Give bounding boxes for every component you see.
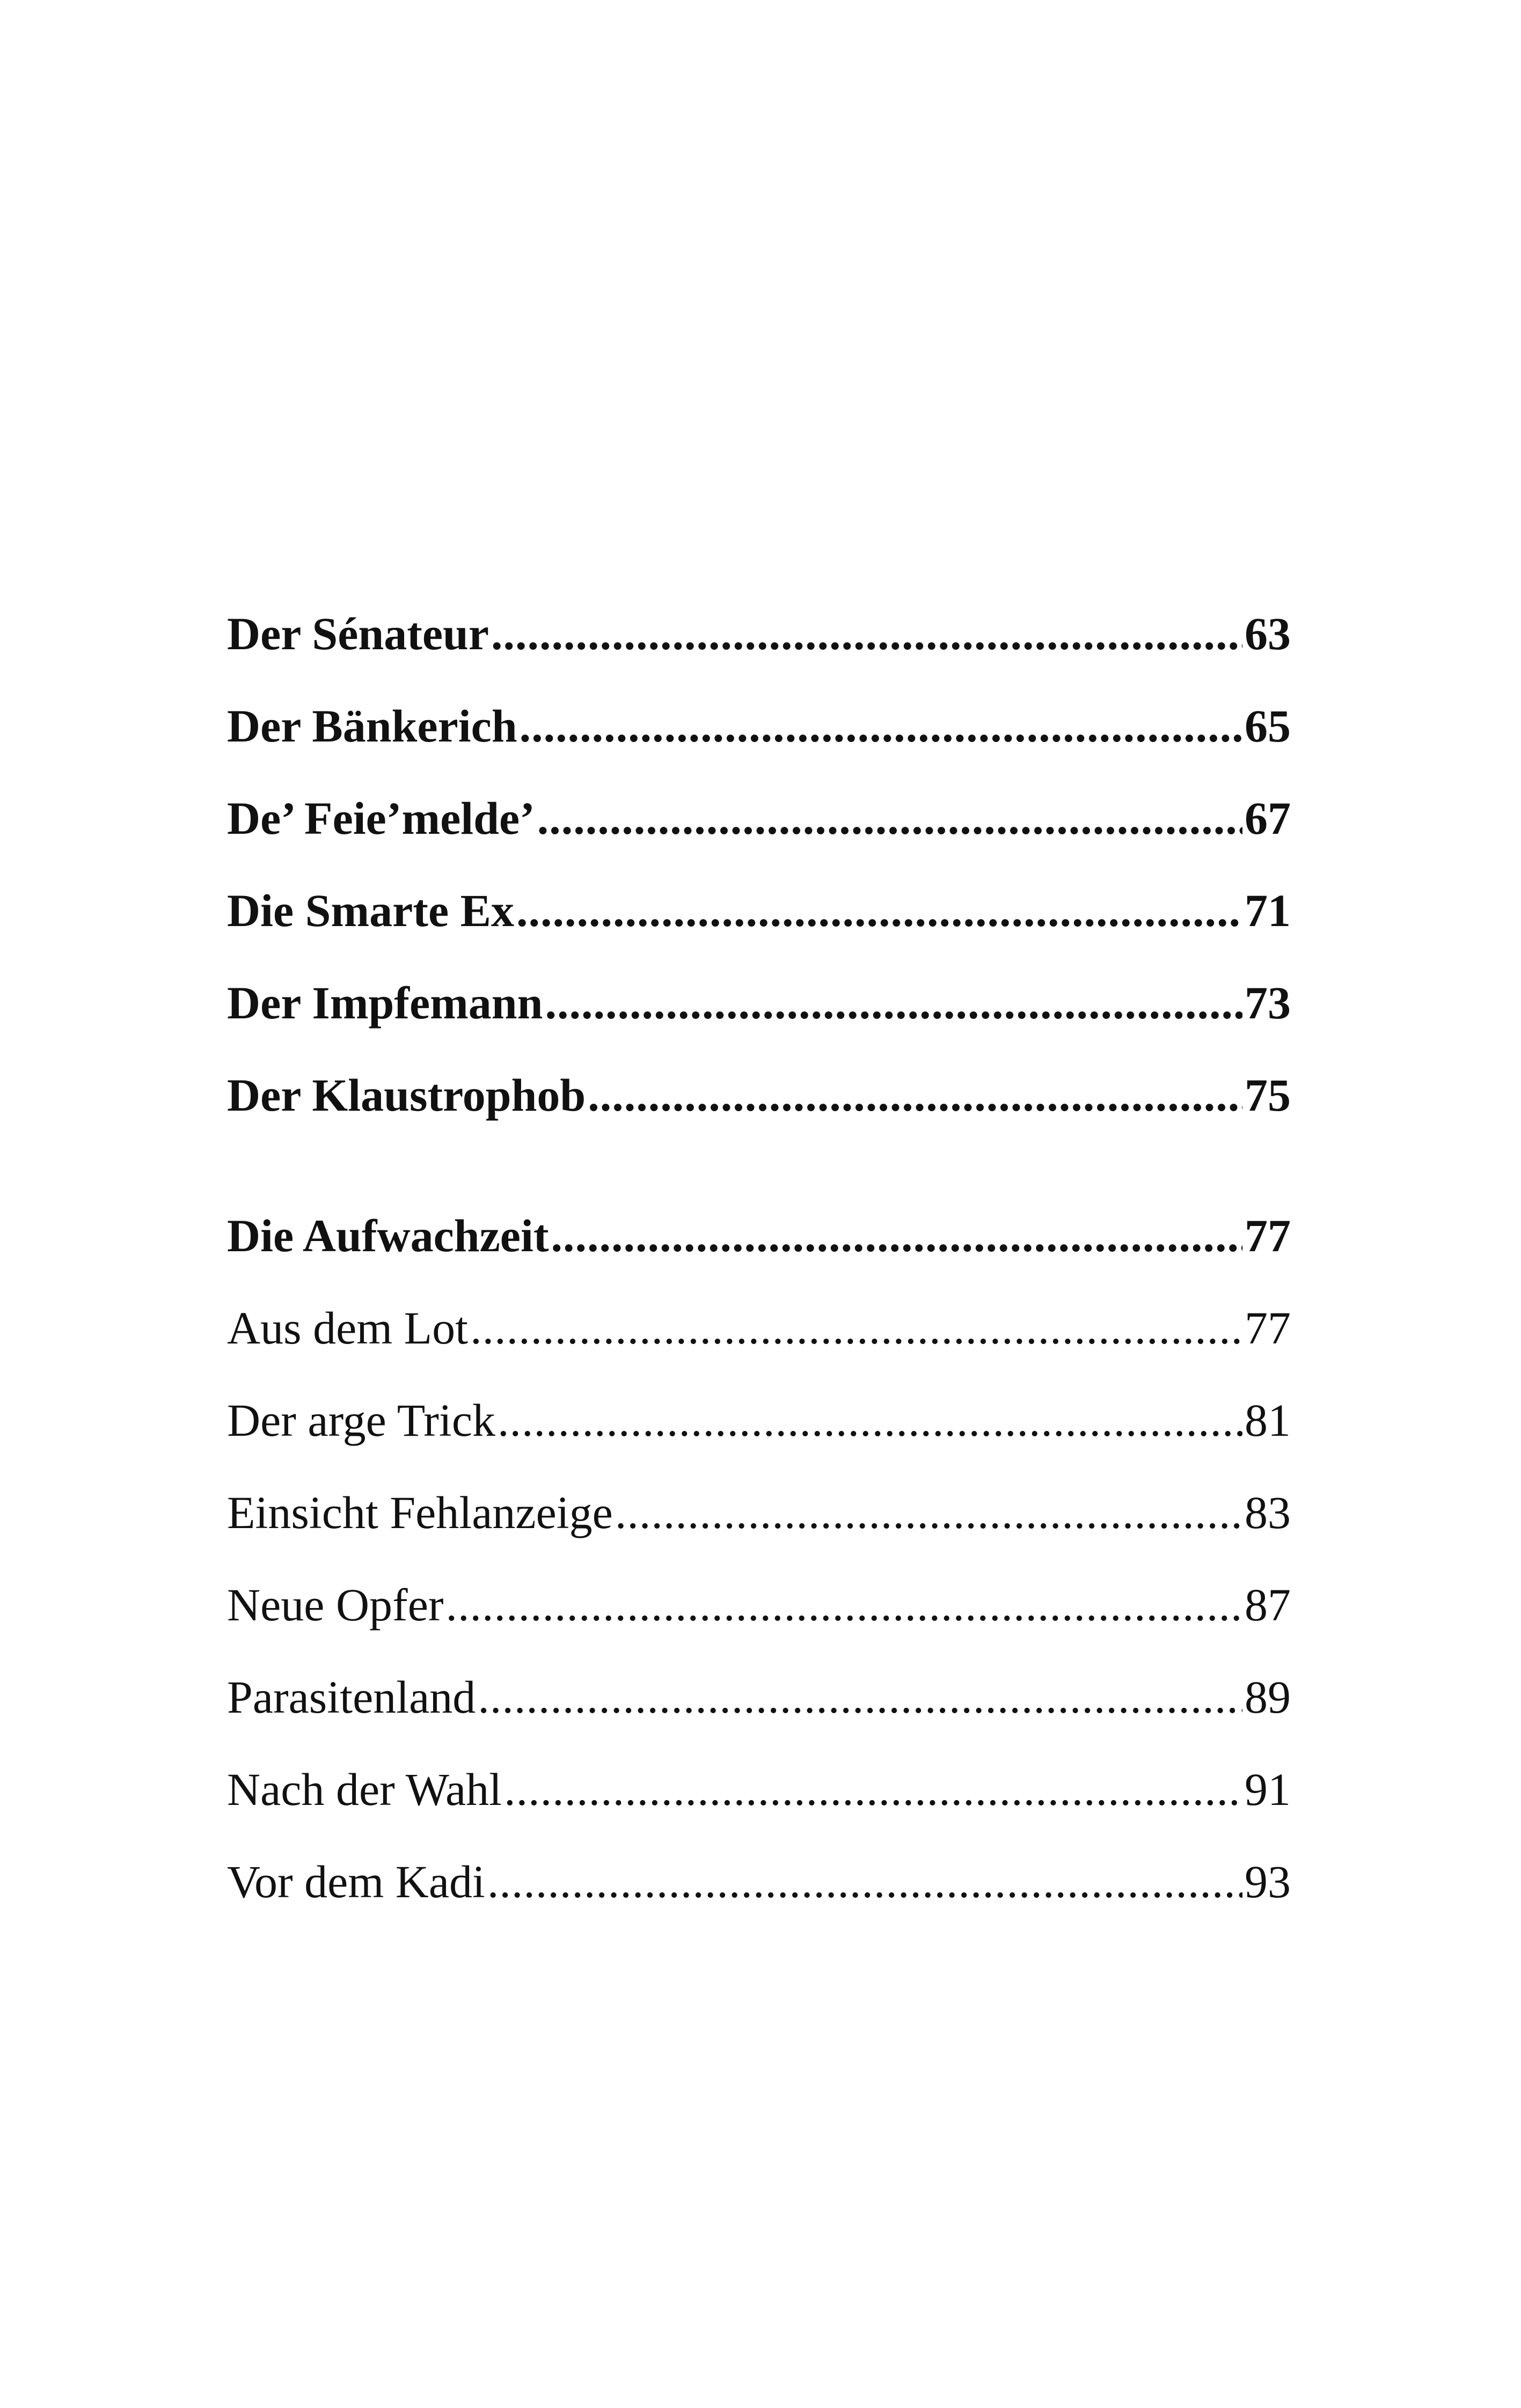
dot-leader — [491, 588, 1242, 680]
toc-entry-page: 73 — [1245, 977, 1291, 1029]
table-of-contents — [227, 588, 1291, 1928]
toc-entry-page: 63 — [1245, 608, 1291, 659]
toc-entry-page: 65 — [1245, 700, 1291, 752]
toc-entry-title: Neue Opfer — [227, 1579, 444, 1631]
toc-entry[interactable] — [227, 1049, 1291, 1141]
toc-entry-title: Einsicht Fehlanzeige — [227, 1487, 613, 1538]
toc-entry-title: Der Sénateur — [227, 608, 489, 659]
dot-leader — [551, 1190, 1242, 1282]
toc-entry[interactable] — [227, 1559, 1291, 1651]
toc-entry-title: Aus dem Lot — [227, 1302, 469, 1354]
toc-entry-page: 75 — [1245, 1069, 1291, 1121]
dot-leader — [537, 772, 1242, 864]
toc-entry[interactable] — [227, 1282, 1291, 1374]
toc-entry-page: 77 — [1245, 1210, 1291, 1261]
toc-entry-title: De’ Feie’melde’ — [227, 792, 535, 844]
dot-leader — [615, 1466, 1242, 1559]
toc-entry-page: 89 — [1245, 1671, 1291, 1723]
toc-entry-page: 77 — [1245, 1302, 1291, 1354]
toc-entry[interactable] — [227, 957, 1291, 1049]
toc-group-1 — [227, 588, 1291, 1141]
dot-leader — [545, 957, 1242, 1049]
toc-entry-page: 87 — [1245, 1579, 1291, 1631]
toc-entry[interactable] — [227, 1836, 1291, 1928]
dot-leader — [516, 864, 1242, 957]
toc-entry[interactable] — [227, 1466, 1291, 1559]
dot-leader — [504, 1743, 1242, 1836]
toc-entry-page: 71 — [1245, 885, 1291, 936]
toc-entry-page: 93 — [1245, 1856, 1291, 1907]
toc-entry-page: 81 — [1245, 1394, 1291, 1446]
dot-leader — [498, 1374, 1242, 1466]
toc-entry[interactable] — [227, 772, 1291, 864]
toc-entry-title: Parasitenland — [227, 1671, 476, 1723]
dot-leader — [520, 680, 1242, 772]
dot-leader — [478, 1651, 1242, 1743]
toc-entry-page: 83 — [1245, 1487, 1291, 1538]
toc-entry[interactable] — [227, 680, 1291, 772]
toc-entry-page: 91 — [1245, 1764, 1291, 1815]
toc-entry-title: Die Aufwachzeit — [227, 1210, 549, 1261]
toc-entry[interactable] — [227, 1743, 1291, 1836]
toc-section-heading[interactable] — [227, 1190, 1291, 1282]
toc-entry-title: Nach der Wahl — [227, 1764, 502, 1815]
toc-entry[interactable] — [227, 1651, 1291, 1743]
toc-group-2 — [227, 1190, 1291, 1928]
toc-entry-title: Vor dem Kadi — [227, 1856, 485, 1907]
toc-entry[interactable] — [227, 1374, 1291, 1466]
dot-leader — [588, 1049, 1242, 1141]
toc-entry-title: Der Klaustrophob — [227, 1069, 586, 1121]
toc-entry-title: Der arge Trick — [227, 1394, 496, 1446]
dot-leader — [487, 1836, 1242, 1928]
toc-entry[interactable] — [227, 588, 1291, 680]
toc-entry-title: Die Smarte Ex — [227, 885, 514, 936]
toc-entry-page: 67 — [1245, 792, 1291, 844]
toc-entry-title: Der Bänkerich — [227, 700, 517, 752]
dot-leader — [446, 1559, 1242, 1651]
toc-entry-title: Der Impfemann — [227, 977, 543, 1029]
toc-entry[interactable] — [227, 864, 1291, 957]
dot-leader — [470, 1282, 1242, 1374]
